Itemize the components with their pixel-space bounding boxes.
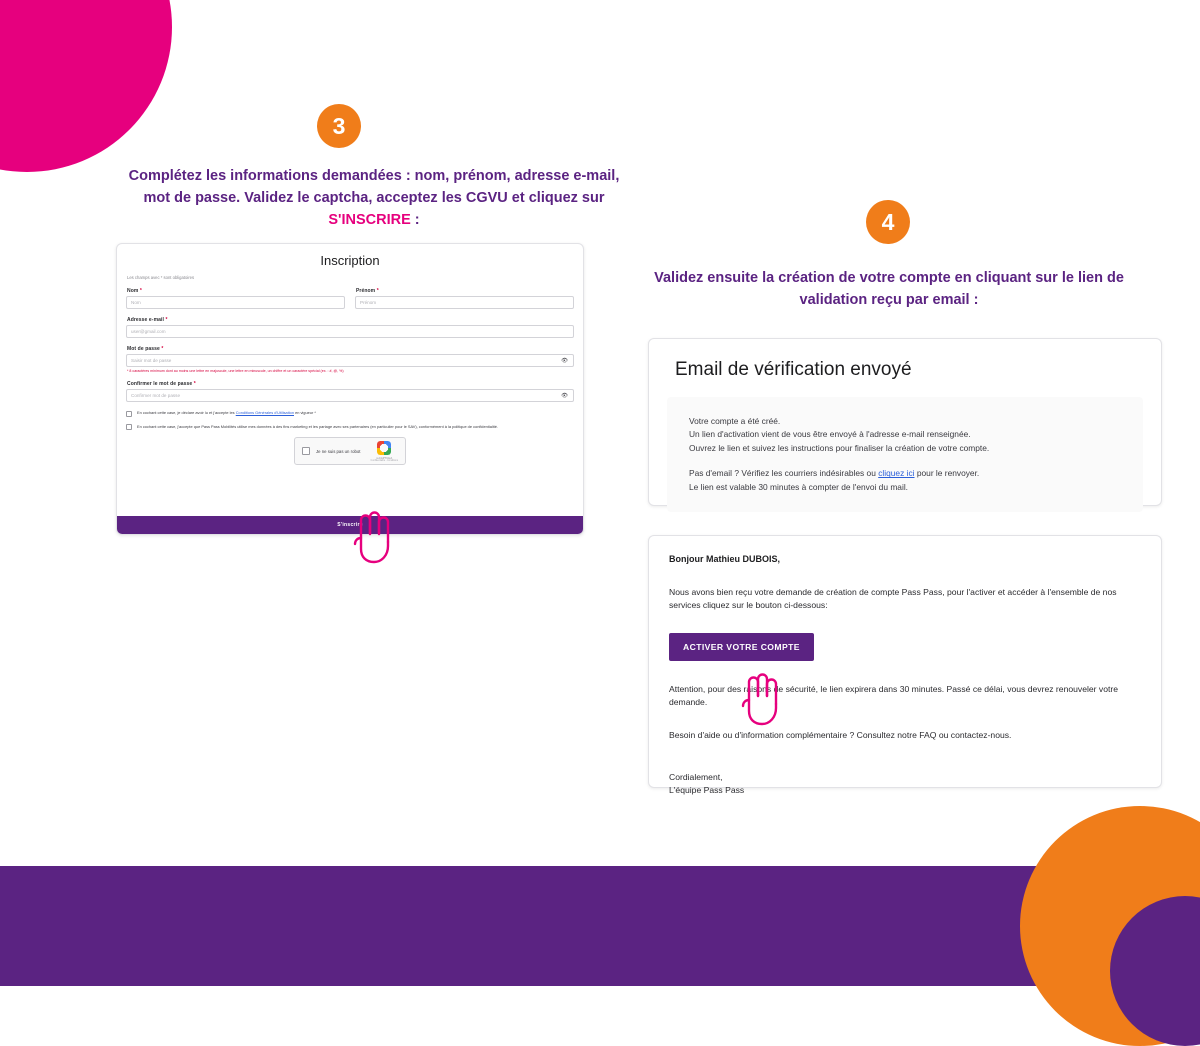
show-password-confirm-icon[interactable]: 👁 [561, 392, 568, 399]
recaptcha-label: Je ne suis pas un robot [316, 448, 361, 454]
verification-paragraph-2 [689, 467, 1121, 494]
email-greeting: Bonjour Mathieu DUBOIS, [669, 554, 780, 564]
verification-paragraph-1 [689, 415, 1121, 455]
email-warning-text: Attention, pour des raisons de sécurité, le lien expirera dans 30 minutes. Passé ce délai, vous devrez renouveler votre demande. [669, 683, 1119, 707]
step-3-caption [84, 166, 664, 231]
verification-card [648, 338, 1162, 506]
cgvu-link[interactable]: Conditions Générales d'Utilisation [235, 410, 294, 415]
cgvu-checkbox-label [137, 410, 316, 416]
email-required-mark: * [165, 317, 168, 323]
password-placeholder: Saisir mot de passe [131, 358, 172, 363]
prenom-required-mark: * [376, 288, 379, 294]
prenom-placeholder: Prénom [360, 300, 377, 305]
activation-email-card [648, 535, 1162, 795]
marketing-checkbox-label: En cochant cette case, j'accepte que Pass Pass Mobilités utilise mes données à des fins marketing et les partage avec ses partenaires (en particulier pour le SAV), conformément à la politique de confidentialité. [137, 423, 498, 429]
form-body [117, 275, 583, 465]
password-helper-text: * 8 caractères minimum dont au moins une lettre en majuscule, une lettre en minuscule, un chiffre et un caractère spécial (ex. : #, @, %) [127, 369, 344, 373]
form-title: Inscription [320, 253, 380, 268]
email-label-text: Adresse e-mail [127, 317, 164, 323]
step-badge-4: 4 [866, 200, 910, 244]
recaptcha-checkbox[interactable] [302, 447, 310, 455]
step-3-caption-tail: : [410, 211, 420, 228]
email-signature-line2: L'équipe Pass Pass [669, 784, 745, 795]
step-3-caption-line2: mot de passe. Validez le captcha, acceptez les CGVU et cliquez sur [143, 189, 605, 206]
recaptcha-icon [377, 441, 391, 455]
nom-label-text: Nom [127, 288, 139, 294]
password-confirm-label-text: Confirmer le mot de passe [127, 381, 193, 387]
step-badge-3: 3 [317, 104, 361, 148]
prenom-field-group [355, 288, 574, 309]
nom-placeholder: Nom [131, 300, 141, 305]
email-signature-line1: Cordialement, [669, 771, 723, 782]
cgvu-checkbox[interactable] [126, 411, 132, 417]
verification-p1-line1: Votre compte a été créé. [689, 416, 781, 426]
email-help-text: Besoin d'aide ou d'information complémentaire ? Consultez notre FAQ ou contactez-nous. [669, 730, 1012, 741]
show-password-icon[interactable]: 👁 [561, 357, 568, 364]
marketing-checkbox[interactable] [126, 424, 132, 430]
recaptcha-branding [371, 441, 398, 462]
password-required-mark: * [161, 346, 164, 352]
password-confirm-placeholder: Confirmer mot de passe [131, 393, 181, 398]
recaptcha-widget[interactable] [294, 437, 406, 465]
hand-cursor-icon [347, 508, 399, 564]
verification-p2-pre: Pas d'email ? Vérifiez les courriers indésirables ou [689, 468, 879, 479]
activate-account-button[interactable]: ACTIVER VOTRE COMPTE [669, 633, 814, 661]
password-confirm-input[interactable] [126, 389, 574, 402]
password-confirm-field-group [126, 381, 574, 402]
prenom-label-text: Prénom [356, 288, 376, 294]
password-label-text: Mot de passe [127, 346, 160, 352]
submit-inscription-button[interactable]: S'inscrire [117, 516, 583, 534]
email-intro-text: Nous avons bien reçu votre demande de création de compte Pass Pass, pour l'activer et accéder à l'ensemble de nos services cliquez sur le bouton ci-dessous: [669, 587, 1117, 611]
step-4-caption-line2: validation reçu par email : [799, 291, 979, 308]
resend-email-link[interactable]: cliquez ici [878, 468, 915, 479]
password-input[interactable] [126, 354, 574, 367]
email-label [127, 317, 574, 323]
inscription-form-card [116, 243, 584, 535]
nom-label [127, 288, 345, 294]
password-label [127, 346, 574, 352]
prenom-input[interactable] [355, 296, 574, 309]
email-input[interactable] [126, 325, 574, 338]
step-3-caption-line1: Complétez les informations demandées : nom, prénom, adresse e-mail, [128, 168, 620, 184]
mandatory-fields-note: Les champs avec * sont obligatoires [127, 275, 195, 280]
nom-required-mark: * [139, 288, 142, 294]
verification-title: Email de vérification envoyé [675, 359, 912, 380]
step-4-caption-line1: Validez ensuite la création de votre compte en cliquant sur le lien de [654, 270, 1124, 286]
verification-p2-post: pour le renvoyer. [914, 468, 980, 479]
email-placeholder: user@gmail.com [131, 329, 166, 334]
name-row [126, 288, 574, 309]
step-3-caption-highlight: S'INSCRIRE [328, 211, 411, 228]
recaptcha-brand-text: reCAPTCHA [376, 455, 393, 460]
cgvu-checkbox-row[interactable] [126, 410, 574, 417]
password-confirm-label [127, 381, 574, 387]
recaptcha-legal-text: Confidentialité - Conditions [370, 459, 398, 462]
verification-p1-line3: Ouvrez le lien et suivez les instructions pour finaliser la création de votre compte. [689, 442, 990, 453]
email-field-group [126, 317, 574, 338]
verification-message-box [667, 397, 1143, 512]
prenom-label [356, 288, 574, 294]
email-signature [669, 771, 1141, 798]
nom-input[interactable] [126, 296, 345, 309]
password-confirm-required-mark: * [193, 381, 196, 387]
step-4-caption [604, 268, 1174, 312]
hand-cursor-icon-2 [735, 670, 787, 726]
cgvu-text-pre: En cochant cette case, je déclare avoir lu et j'accepte les [137, 410, 236, 415]
verification-p1-line2: Un lien d'activation vient de vous être envoyé à l'adresse e-mail renseignée. [689, 429, 971, 440]
password-field-group [126, 346, 574, 373]
verification-p2-line2: Le lien est valable 30 minutes à compter de l'envoi du mail. [689, 481, 909, 492]
nom-field-group [126, 288, 345, 309]
marketing-checkbox-row[interactable] [126, 424, 574, 431]
decor-pink-circle [0, 0, 172, 172]
cgvu-text-post: en vigueur * [294, 410, 316, 415]
